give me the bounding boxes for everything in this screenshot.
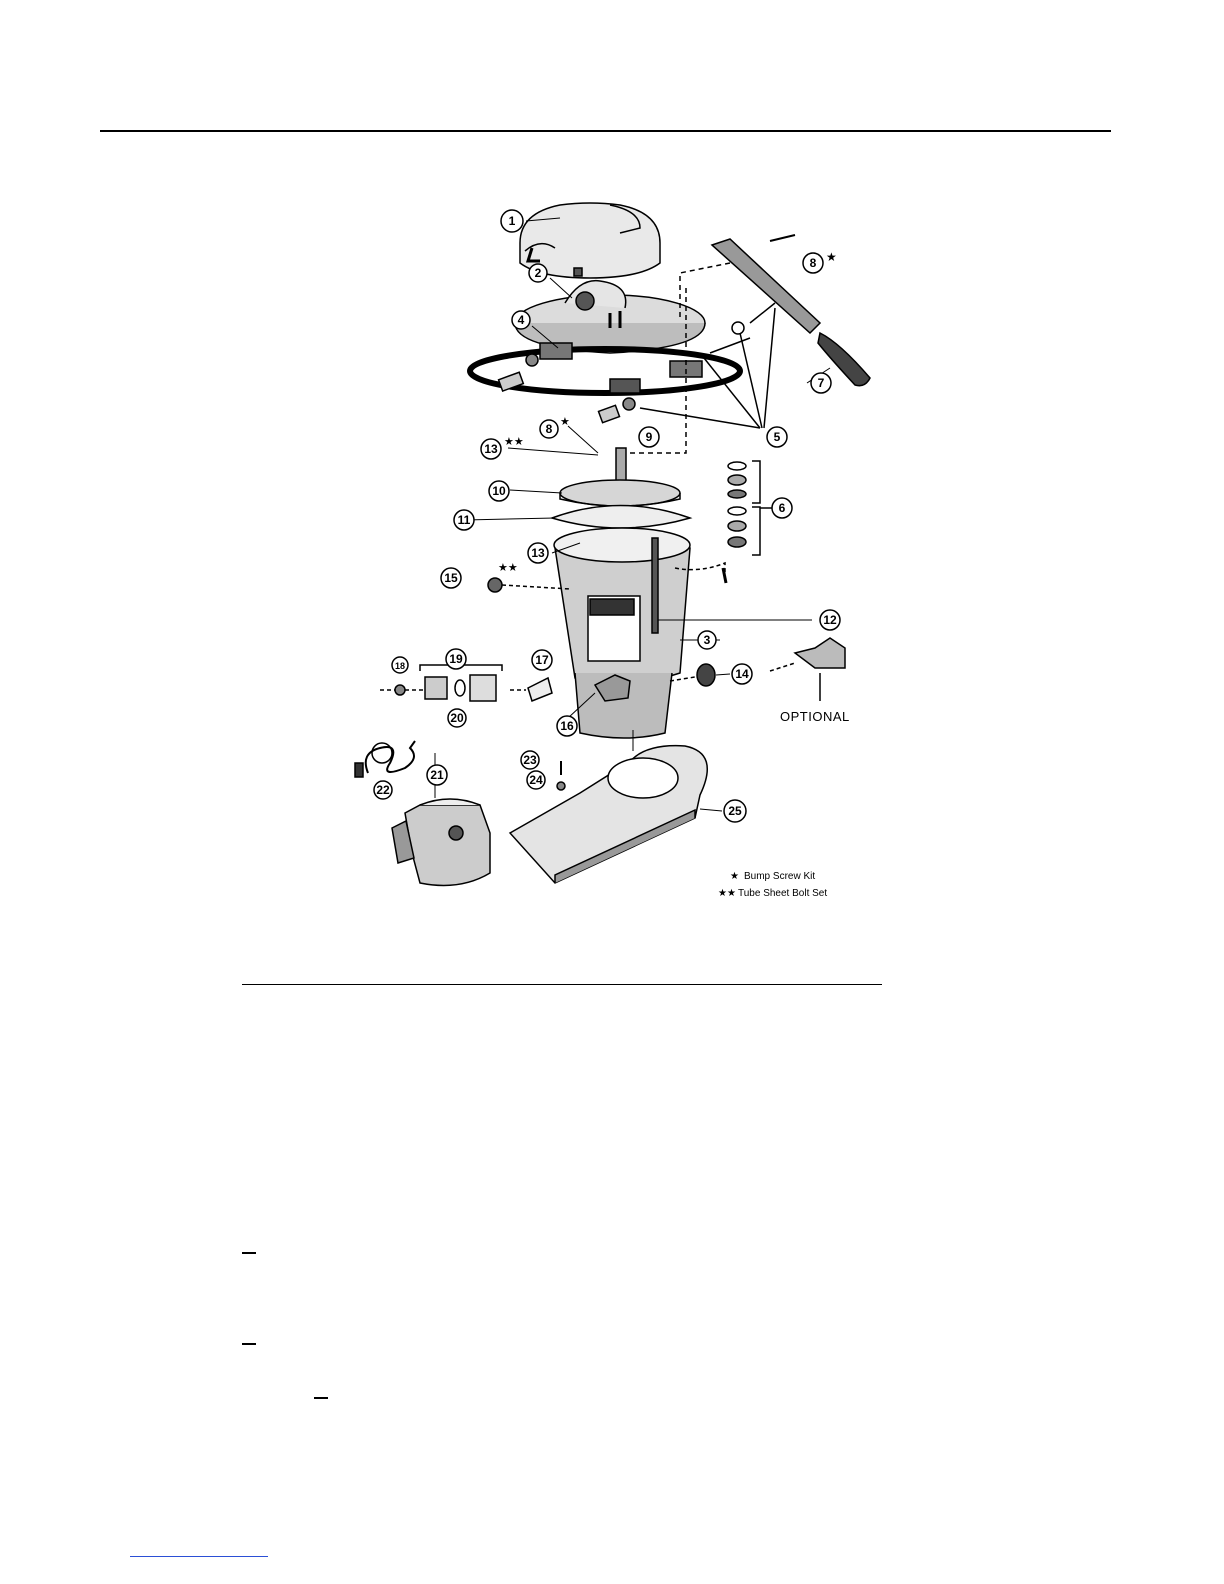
callout-23 [521,751,539,769]
callout-16 [557,716,577,736]
svg-text:24: 24 [529,773,543,787]
part-manifold [552,506,690,529]
svg-text:8: 8 [809,256,817,270]
part-pressure-gauge [488,578,570,592]
optional-label: OPTIONAL [780,709,850,724]
svg-text:18: 18 [394,661,406,671]
svg-text:11: 11 [457,513,471,527]
svg-text:14: 14 [735,667,749,681]
footer-link-underline[interactable] [130,1556,268,1557]
svg-text:1: 1 [508,214,516,228]
callout-17 [532,650,552,670]
svg-text:13: 13 [531,546,545,560]
callout-3 [698,631,716,649]
legend-double-text: Tube Sheet Bolt Set [738,888,828,899]
legend-single-text: Bump Screw Kit [744,871,816,882]
callout-21 [427,765,447,785]
part-adapter [510,675,630,701]
svg-text:12: 12 [823,613,837,627]
svg-text:19: 19 [449,652,463,666]
part-optional-valve [770,638,845,701]
callout-10 [489,481,509,501]
callout-13-top [481,439,501,459]
callout-7 [811,373,831,393]
svg-text:8: 8 [545,422,553,436]
legend-double-star: ★★ [718,888,736,899]
callout-19 [446,649,466,669]
part-power-cord [355,741,415,777]
callout-6 [772,498,792,518]
svg-text:16: 16 [560,719,574,733]
svg-text:10: 10 [492,484,506,498]
callout-15 [441,568,461,588]
svg-text:20: 20 [450,711,464,725]
callout-11 [454,510,474,530]
part-bolt-left [499,354,538,391]
svg-text:3: 3 [703,633,711,647]
callout-9 [639,427,659,447]
callout-1 [501,210,523,232]
callout-8-mid [540,420,558,438]
header-rule [100,130,1111,132]
star-8-top: ★ [826,250,837,264]
svg-text:17: 17 [535,653,549,667]
callout-8-top [803,253,823,273]
filter-exploded-parts-diagram [340,193,888,905]
part-base-bolt [557,761,565,790]
diagram-legend [718,871,827,899]
svg-text:9: 9 [645,430,653,444]
callout-25 [724,800,746,822]
list-marker-2 [242,1343,256,1345]
callout-12 [820,610,840,630]
callout-14 [732,664,752,684]
svg-text:23: 23 [523,753,537,767]
part-tube-sheet [560,480,680,506]
svg-text:22: 22 [376,783,390,797]
part-base [510,746,707,883]
callout-20 [448,709,466,727]
svg-text:13: 13 [484,442,498,456]
svg-text:6: 6 [778,501,786,515]
section-rule [242,984,882,985]
svg-text:7: 7 [817,376,825,390]
svg-text:15: 15 [444,571,458,585]
stars-13-mid: ★★ [498,562,518,574]
callout-18 [392,657,408,673]
callout-13-mid [528,543,548,563]
part-pump [392,799,490,885]
list-marker-1 [242,1252,256,1254]
callout-2 [529,264,547,282]
list-marker-3 [314,1397,328,1399]
callout-22 [374,781,392,799]
svg-text:21: 21 [430,768,444,782]
svg-text:4: 4 [517,313,525,327]
legend-single-star: ★ [730,871,739,882]
stars-13-top: ★★ [504,436,524,448]
star-8-mid: ★ [560,416,570,428]
svg-text:5: 5 [773,430,781,444]
svg-text:25: 25 [728,804,742,818]
callout-4 [512,311,530,329]
svg-text:2: 2 [534,266,542,280]
callout-24 [527,771,545,789]
callout-5 [767,427,787,447]
